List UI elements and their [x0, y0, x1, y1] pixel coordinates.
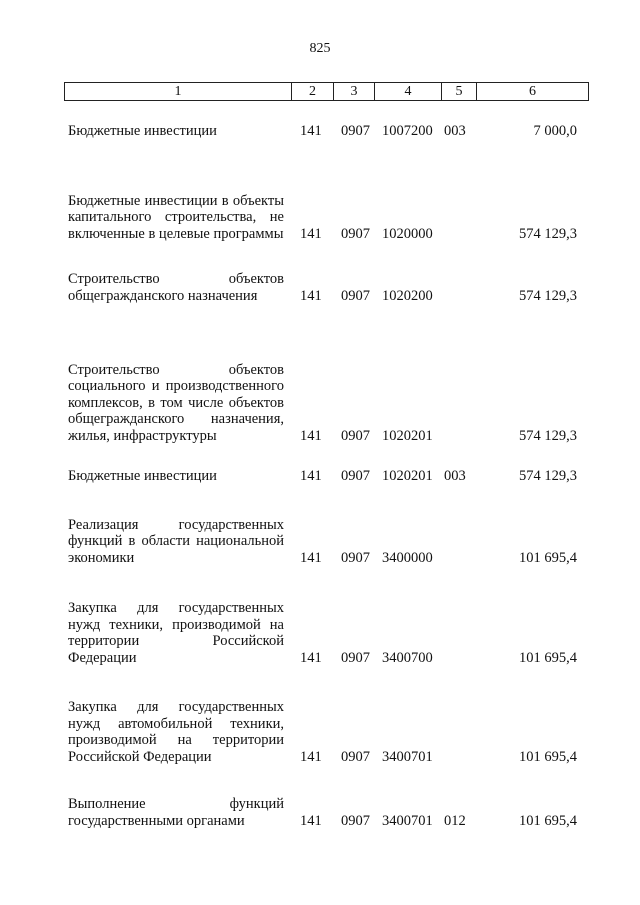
row-code-chapter: 141	[300, 225, 322, 242]
row-code-target: 3400700	[382, 649, 433, 666]
header-col-1: 1	[65, 83, 292, 100]
table-row	[0, 695, 640, 765]
header-col-5: 5	[442, 83, 477, 100]
table-row	[0, 340, 640, 444]
row-code-target: 1007200	[382, 122, 433, 139]
row-description: Бюджетные инвестиции	[68, 467, 217, 484]
row-code-type: 012	[444, 812, 466, 829]
row-code-section: 0907	[341, 122, 370, 139]
row-code-chapter: 141	[300, 812, 322, 829]
row-amount: 101 695,4	[519, 812, 577, 829]
row-code-chapter: 141	[300, 122, 322, 139]
row-code-chapter: 141	[300, 287, 322, 304]
page-number: 825	[309, 41, 331, 56]
row-code-section: 0907	[341, 748, 370, 765]
header-col-4: 4	[375, 83, 442, 100]
header-col-2: 2	[292, 83, 334, 100]
row-code-section: 0907	[341, 467, 370, 484]
table-row	[0, 266, 640, 304]
row-code-target: 1020201	[382, 467, 433, 484]
row-description: Выполнение функций государственными органами	[68, 796, 284, 829]
table-row	[0, 596, 640, 666]
table-row	[0, 792, 640, 829]
row-code-chapter: 141	[300, 427, 322, 444]
table-row	[0, 512, 640, 566]
row-description: Закупка для государственных нужд техники, производимой на территории Российской Федерации	[68, 600, 284, 666]
table-row	[0, 120, 640, 139]
row-description: Закупка для государственных нужд автомобильной техники, производимой на территории Российской Федерации	[68, 699, 284, 765]
row-amount: 101 695,4	[519, 649, 577, 666]
row-code-target: 3400701	[382, 748, 433, 765]
row-code-section: 0907	[341, 649, 370, 666]
row-code-chapter: 141	[300, 748, 322, 765]
row-code-section: 0907	[341, 287, 370, 304]
row-amount: 574 129,3	[519, 225, 577, 242]
row-code-section: 0907	[341, 549, 370, 566]
row-description: Строительство объектов общегражданского назначения	[68, 271, 284, 304]
row-code-chapter: 141	[300, 649, 322, 666]
row-code-target: 1020000	[382, 225, 433, 242]
row-amount: 101 695,4	[519, 549, 577, 566]
row-code-section: 0907	[341, 812, 370, 829]
row-amount: 574 129,3	[519, 427, 577, 444]
row-amount: 574 129,3	[519, 287, 577, 304]
row-code-section: 0907	[341, 225, 370, 242]
row-code-target: 1020200	[382, 287, 433, 304]
row-code-type: 003	[444, 467, 466, 484]
row-amount: 101 695,4	[519, 748, 577, 765]
row-code-target: 1020201	[382, 427, 433, 444]
row-code-type: 003	[444, 122, 466, 139]
row-code-target: 3400701	[382, 812, 433, 829]
row-code-target: 3400000	[382, 549, 433, 566]
row-amount: 574 129,3	[519, 467, 577, 484]
row-description: Бюджетные инвестиции	[68, 122, 217, 139]
header-col-3: 3	[334, 83, 375, 100]
row-description: Бюджетные инвестиции в объекты капитального строительства, не включенные в целевые программы	[68, 192, 284, 242]
row-code-chapter: 141	[300, 549, 322, 566]
table-row	[0, 170, 640, 242]
row-amount: 7 000,0	[533, 122, 577, 139]
row-description: Реализация государственных функций в области национальной экономики	[68, 516, 284, 566]
row-description: Строительство объектов социального и производственного комплексов, в том числе объектов общегражданского назначения, жилья, инфраструктуры	[68, 361, 284, 444]
table-row	[0, 464, 640, 484]
header-col-6: 6	[529, 83, 536, 99]
row-code-section: 0907	[341, 427, 370, 444]
table-header	[64, 82, 589, 101]
row-code-chapter: 141	[300, 467, 322, 484]
